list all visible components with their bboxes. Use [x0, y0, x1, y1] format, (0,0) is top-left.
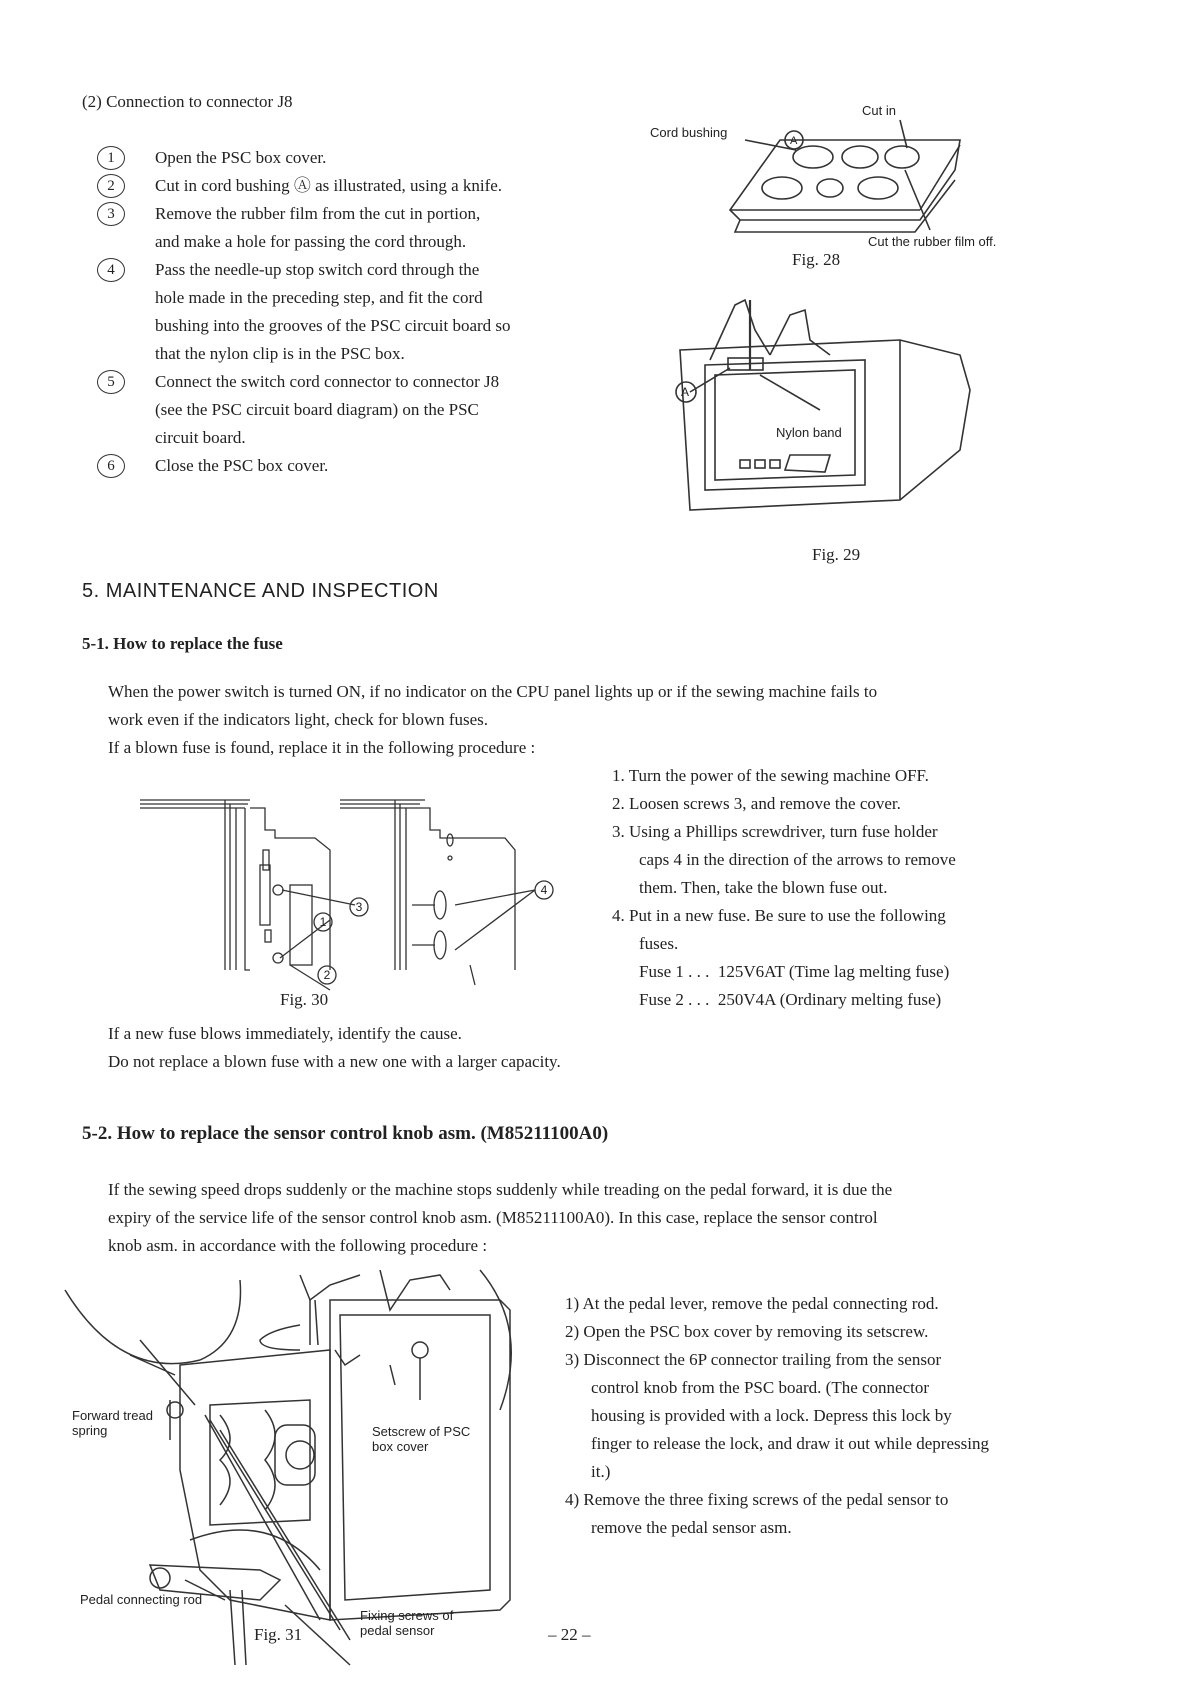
list-item: them. Then, take the blown fuse out. [639, 878, 888, 897]
callout-1: 1 [319, 915, 327, 929]
svg-text:A: A [790, 135, 798, 147]
list-item: 5 Connect the switch cord connector to connector J8 (see the PSC circuit board diagram) on the PSC circuit board. [155, 368, 499, 452]
fuse-panel-drawing [130, 790, 590, 990]
callout-4: 4 [540, 883, 548, 897]
label-pedal-connecting-rod: Pedal connecting rod [80, 1592, 203, 1607]
list-item: remove the pedal sensor asm. [591, 1518, 792, 1537]
figure-caption: Fig. 31 [254, 1625, 303, 1644]
figure-caption: Fig. 29 [812, 545, 861, 564]
callout-3: 3 [355, 900, 363, 914]
paragraph: If a new fuse blows immediately, identify the cause. Do not replace a blown fuse with a new one with a larger capacity. [108, 1024, 561, 1071]
list-item: it.) [591, 1462, 611, 1481]
list-item: 1. Turn the power of the sewing machine OFF. [612, 766, 929, 785]
fuse-2-row: Fuse 2 . . . 250V4A (Ordinary melting fuse) [639, 990, 942, 1009]
list-item: 2. Loosen screws 3, and remove the cover. [612, 794, 901, 813]
fuse-1-row: Fuse 1 . . . 125V6AT (Time lag melting fuse) [639, 962, 950, 981]
list-item: fuses. [639, 934, 679, 953]
pedal-sensor-drawing [60, 1270, 540, 1670]
figure-caption: Fig. 30 [280, 990, 329, 1009]
list-item: 4 Pass the needle-up stop switch cord through the hole made in the preceding step, and fit the cord bushing into the grooves of the PSC circuit board so that the nylon clip is in the PSC box. [155, 256, 511, 368]
list-item: 3 Remove the rubber film from the cut in portion, and make a hole for passing the cord through. [155, 200, 480, 256]
paragraph: When the power switch is turned ON, if no indicator on the CPU panel lights up or if the sewing machine fails to work even if the indicators light, check for blown fuses. If a blown fuse is found, replace it in the following procedure : [108, 682, 878, 757]
list-item: housing is provided with a lock. Depress this lock by [591, 1406, 952, 1425]
section-5-2-title: 5-2. How to replace the sensor control knob asm. (M85211100A0) [82, 1123, 609, 1144]
list-item: 2 Cut in cord bushing Ⓐ as illustrated, using a knife. [155, 172, 502, 200]
list-item: caps 4 in the direction of the arrows to remove [639, 850, 956, 869]
label-forward-tread-spring: Forward tread spring [72, 1408, 153, 1438]
figure-caption: Fig. 28 [792, 250, 841, 269]
label-cord-bushing: Cord bushing [650, 125, 728, 140]
list-item: 3) Disconnect the 6P connector trailing from the sensor [565, 1350, 942, 1369]
list-item: 3. Using a Phillips screwdriver, turn fuse holder [612, 822, 938, 841]
steps-list-fuse [612, 762, 956, 1014]
list-item: 6 Close the PSC box cover. [155, 452, 328, 480]
section-5-1-title: 5-1. How to replace the fuse [82, 634, 283, 653]
label-fixing-screws: Fixing screws of pedal sensor [360, 1608, 454, 1638]
label-cut-in: Cut in [862, 103, 896, 118]
label-cut-rubber-film: Cut the rubber film off. [868, 234, 997, 249]
list-item: 1) At the pedal lever, remove the pedal connecting rod. [565, 1294, 939, 1313]
list-item: finger to release the lock, and draw it out while depressing [591, 1434, 989, 1453]
paragraph: If the sewing speed drops suddenly or the machine stops suddenly while treading on the pedal forward, it is due the expiry of the service life of the sensor control knob asm. (M85211100A0). In this case, replace the sensor control knob asm. in accordance with the following procedure : [108, 1180, 893, 1255]
list-item: 2) Open the PSC box cover by removing its setscrew. [565, 1322, 929, 1341]
page-number: – 22 – [548, 1625, 591, 1644]
list-item: 4) Remove the three fixing screws of the pedal sensor to [565, 1490, 949, 1509]
section-2-title: (2) Connection to connector J8 [82, 92, 293, 111]
label-setscrew-psc: Setscrew of PSC box cover [372, 1424, 471, 1454]
steps-list-sensor [565, 1290, 989, 1542]
list-item: 1 Open the PSC box cover. [155, 144, 326, 172]
svg-text:A: A [681, 385, 690, 399]
psc-box-drawing [660, 300, 980, 530]
section-5-heading: 5. MAINTENANCE AND INSPECTION [82, 580, 439, 602]
label-nylon-band: Nylon band [776, 425, 842, 440]
callout-2: 2 [323, 968, 331, 982]
list-item: 4. Put in a new fuse. Be sure to use the following [612, 906, 946, 925]
list-item: control knob from the PSC board. (The connector [591, 1378, 930, 1397]
